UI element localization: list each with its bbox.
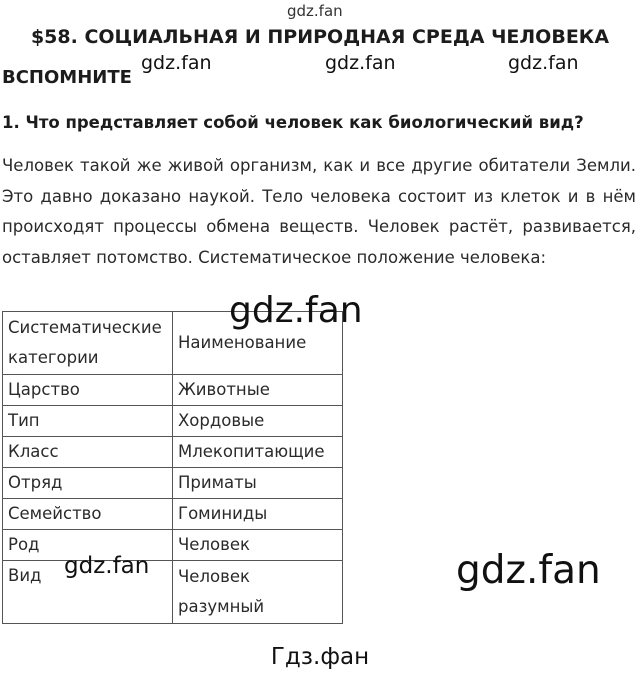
question-heading: 1. Что представляет собой человек как биологический вид? xyxy=(2,113,584,132)
table-cell: Род xyxy=(3,530,173,561)
watermark: gdz.fan xyxy=(229,290,363,331)
table-cell: Класс xyxy=(3,437,173,468)
table-row xyxy=(3,406,343,437)
watermark: gdz.fan xyxy=(325,52,396,74)
table-cell: Приматы xyxy=(173,468,343,499)
table-cell: Млекопитающие xyxy=(173,437,343,468)
table-cell: Семейство xyxy=(3,499,173,530)
table-row xyxy=(3,561,343,624)
table-row xyxy=(3,530,343,561)
footer-caption: Гдз.фан xyxy=(270,644,370,670)
answer-paragraph: Человек такой же живой организм, как и все другие обитатели Земли. Это давно доказано наукой. Тело человека состоит из клеток и в нём происходят процессы обмена веществ. Человек растёт, развивается, оставляет потомство. Систематическое положение человека: xyxy=(2,156,636,267)
watermark: gdz.fan xyxy=(456,548,601,593)
table-header-cell: Наименование xyxy=(173,312,343,375)
watermark: gdz.fan xyxy=(141,52,212,74)
table-cell: Хордовые xyxy=(173,406,343,437)
table-row xyxy=(3,375,343,406)
table-cell: Животные xyxy=(173,375,343,406)
table-cell: Человек разумный xyxy=(173,561,343,624)
watermark: gdz.fan xyxy=(287,2,343,20)
table-cell: Вид xyxy=(3,561,173,624)
table-header-cell: Систематические категории xyxy=(3,312,173,375)
table-row xyxy=(3,437,343,468)
table-cell: Царство xyxy=(3,375,173,406)
watermark: gdz.fan xyxy=(64,553,150,579)
table-row xyxy=(3,468,343,499)
table-cell: Человек xyxy=(173,530,343,561)
classification-table xyxy=(2,311,343,624)
table-cell: Отряд xyxy=(3,468,173,499)
watermark: gdz.fan xyxy=(508,52,579,74)
section-heading: ВСПОМНИТЕ xyxy=(2,67,132,88)
page-title: $58. СОЦИАЛЬНАЯ И ПРИРОДНАЯ СРЕДА ЧЕЛОВЕКА xyxy=(30,26,610,48)
table-cell: Тип xyxy=(3,406,173,437)
table-row xyxy=(3,499,343,530)
table-cell: Гоминиды xyxy=(173,499,343,530)
